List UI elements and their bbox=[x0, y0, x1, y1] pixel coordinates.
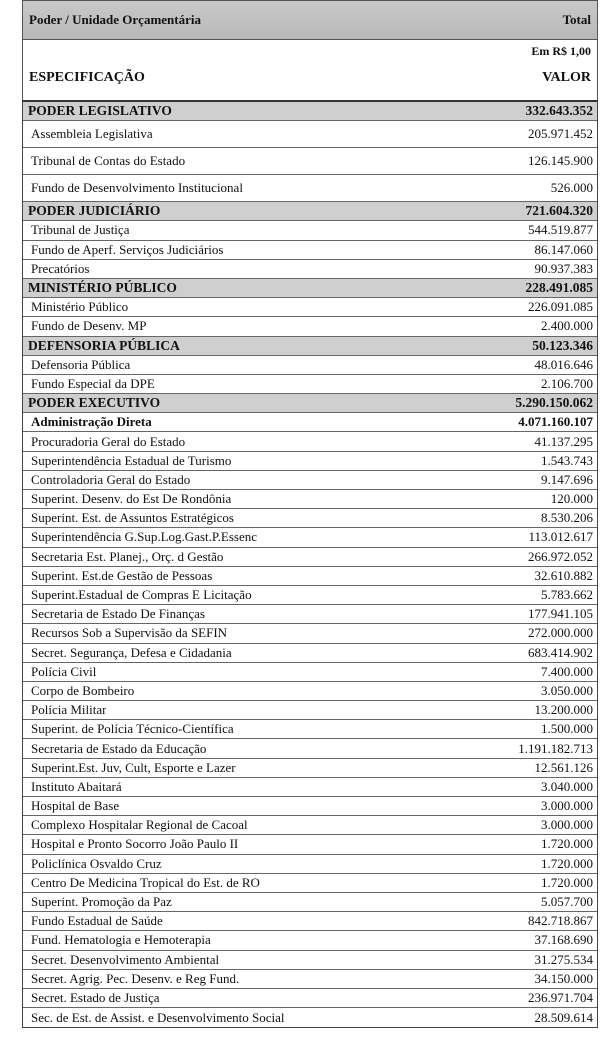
row-name: Hospital de Base bbox=[31, 798, 120, 814]
row-value: 37.168.690 bbox=[534, 932, 593, 948]
table-row bbox=[23, 989, 597, 1008]
table-row bbox=[23, 317, 597, 336]
table-row bbox=[23, 221, 597, 240]
row-value: 526.000 bbox=[550, 180, 593, 196]
table-subheader bbox=[22, 40, 598, 100]
table-row bbox=[23, 701, 597, 720]
table-row bbox=[23, 951, 597, 970]
row-name: Centro De Medicina Tropical do Est. de RO bbox=[31, 874, 260, 890]
header-power-unit-label: Poder / Unidade Orçamentária bbox=[29, 12, 201, 27]
row-name: Defensoria Pública bbox=[31, 356, 131, 372]
table-header-bar bbox=[22, 0, 598, 40]
row-name: Fundo Especial da DPE bbox=[31, 375, 155, 391]
section-row bbox=[23, 279, 597, 298]
row-name: Hospital e Pronto Socorro João Paulo II bbox=[31, 836, 239, 852]
table-row bbox=[23, 432, 597, 451]
table-row bbox=[23, 644, 597, 663]
row-value: 236.971.704 bbox=[528, 989, 593, 1005]
row-value: 3.000.000 bbox=[541, 798, 593, 814]
row-value: 842.718.867 bbox=[528, 913, 593, 929]
row-value: 2.106.700 bbox=[541, 375, 593, 391]
row-value: 266.972.052 bbox=[528, 548, 593, 564]
row-value: 32.610.882 bbox=[534, 567, 593, 583]
section-row bbox=[23, 337, 597, 356]
table-row bbox=[23, 778, 597, 797]
table-row bbox=[23, 548, 597, 567]
row-name: Superint. de Polícia Técnico-Científica bbox=[31, 721, 234, 737]
row-value: 113.012.617 bbox=[528, 529, 593, 545]
row-value: 126.145.900 bbox=[528, 153, 593, 169]
row-name: Superint. Est. de Assuntos Estratégicos bbox=[31, 510, 234, 526]
table-row bbox=[23, 835, 597, 854]
row-name: Ministério Público bbox=[31, 299, 129, 315]
row-value: 9.147.696 bbox=[541, 471, 593, 487]
row-name: Superint. Promoção da Paz bbox=[31, 894, 172, 910]
header-total-label: Total bbox=[562, 12, 591, 27]
column-value-header: VALOR bbox=[542, 70, 591, 85]
row-value: 1.720.000 bbox=[541, 836, 593, 852]
row-value: 1.720.000 bbox=[541, 874, 593, 890]
row-name: Secretaria de Estado De Finanças bbox=[31, 606, 205, 622]
table-row bbox=[23, 241, 597, 260]
row-name: Superint. Est.de Gestão de Pessoas bbox=[31, 567, 213, 583]
row-value: 120.000 bbox=[550, 491, 593, 507]
row-value: 34.150.000 bbox=[534, 970, 593, 986]
table-row bbox=[23, 356, 597, 375]
row-value: 2.400.000 bbox=[541, 318, 593, 334]
row-value: 86.147.060 bbox=[534, 241, 593, 257]
row-name: Complexo Hospitalar Regional de Cacoal bbox=[31, 817, 248, 833]
row-value: 544.519.877 bbox=[528, 222, 593, 238]
table-row bbox=[23, 452, 597, 471]
row-value: 1.191.182.713 bbox=[518, 740, 593, 756]
row-value: 4.071.160.107 bbox=[518, 414, 593, 430]
table-row bbox=[23, 912, 597, 931]
row-name: Administração Direta bbox=[31, 414, 152, 430]
row-value: 5.783.662 bbox=[541, 587, 593, 603]
row-name: Fundo de Aperf. Serviços Judiciários bbox=[31, 241, 224, 257]
table-row bbox=[23, 893, 597, 912]
row-value: 683.414.902 bbox=[528, 644, 593, 660]
row-value: 12.561.126 bbox=[534, 759, 593, 775]
row-name: Recursos Sob a Supervisão da SEFIN bbox=[31, 625, 228, 641]
row-name: Superint.Estadual de Compras E Licitação bbox=[31, 587, 252, 603]
row-value: 3.050.000 bbox=[541, 682, 593, 698]
table-row bbox=[23, 175, 597, 202]
row-name: Corpo de Bombeiro bbox=[31, 682, 135, 698]
table-row bbox=[23, 874, 597, 893]
row-value: 8.530.206 bbox=[541, 510, 593, 526]
row-value: 5.290.150.062 bbox=[515, 395, 593, 411]
table-row bbox=[23, 682, 597, 701]
row-name: Fundo de Desenv. MP bbox=[31, 318, 147, 334]
table-row bbox=[23, 490, 597, 509]
table-row bbox=[23, 605, 597, 624]
row-name: Precatórios bbox=[31, 260, 90, 276]
row-value: 1.500.000 bbox=[541, 721, 593, 737]
row-value: 50.123.346 bbox=[532, 337, 593, 353]
row-name: Superint.Est. Juv, Cult, Esporte e Lazer bbox=[31, 759, 236, 775]
table-row bbox=[23, 663, 597, 682]
row-name: Polícia Militar bbox=[31, 702, 107, 718]
column-specification-header: ESPECIFICAÇÃO bbox=[29, 70, 145, 85]
table-row bbox=[23, 586, 597, 605]
row-name: Sec. de Est. de Assist. e Desenvolvimento Social bbox=[31, 1009, 285, 1025]
row-name: Secret. Estado de Justiça bbox=[31, 989, 160, 1005]
row-value: 48.016.646 bbox=[534, 356, 593, 372]
row-value: 177.941.105 bbox=[528, 606, 593, 622]
row-name: PODER LEGISLATIVO bbox=[28, 103, 172, 119]
section-row bbox=[23, 102, 597, 121]
table-row bbox=[23, 298, 597, 317]
row-value: 3.000.000 bbox=[541, 817, 593, 833]
table-row bbox=[23, 855, 597, 874]
row-name: Secretaria Est. Planej., Orç. d Gestão bbox=[31, 548, 224, 564]
table-row bbox=[23, 121, 597, 148]
table-row bbox=[23, 528, 597, 547]
table-row bbox=[23, 816, 597, 835]
table-row bbox=[23, 931, 597, 950]
table-row bbox=[23, 624, 597, 643]
row-value: 1.543.743 bbox=[541, 452, 593, 468]
table-row bbox=[23, 375, 597, 394]
row-value: 28.509.614 bbox=[534, 1009, 593, 1025]
row-name: Superint. Desenv. do Est De Rondônia bbox=[31, 491, 232, 507]
row-name: Procuradoria Geral do Estado bbox=[31, 433, 186, 449]
row-name: Policlínica Osvaldo Cruz bbox=[31, 855, 162, 871]
row-name: Fund. Hematologia e Hemoterapia bbox=[31, 932, 211, 948]
row-value: 226.091.085 bbox=[528, 299, 593, 315]
row-name: Instituto Abaitará bbox=[31, 778, 122, 794]
row-name: Secretaria de Estado da Educação bbox=[31, 740, 207, 756]
table-row bbox=[23, 413, 597, 432]
row-value: 90.937.383 bbox=[534, 260, 593, 276]
row-name: PODER JUDICIÁRIO bbox=[28, 203, 161, 219]
row-value: 41.137.295 bbox=[534, 433, 593, 449]
row-value: 5.057.700 bbox=[541, 894, 593, 910]
table-row bbox=[23, 739, 597, 758]
row-value: 13.200.000 bbox=[534, 702, 593, 718]
table-row bbox=[23, 720, 597, 739]
row-value: 31.275.534 bbox=[534, 951, 593, 967]
table-row bbox=[23, 970, 597, 989]
row-name: Tribunal de Contas do Estado bbox=[31, 153, 186, 169]
row-name: Superintendência Estadual de Turismo bbox=[31, 452, 232, 468]
row-name: DEFENSORIA PÚBLICA bbox=[28, 337, 180, 353]
table-row bbox=[23, 567, 597, 586]
row-value: 7.400.000 bbox=[541, 663, 593, 679]
row-value: 272.000.000 bbox=[528, 625, 593, 641]
row-value: 3.040.000 bbox=[541, 778, 593, 794]
row-value: 721.604.320 bbox=[525, 203, 593, 219]
row-name: Fundo de Desenvolvimento Institucional bbox=[31, 180, 243, 196]
table-row bbox=[23, 797, 597, 816]
row-value: 1.720.000 bbox=[541, 855, 593, 871]
budget-table-body bbox=[22, 100, 598, 1028]
row-value: 228.491.085 bbox=[525, 280, 593, 296]
row-name: Assembleia Legislativa bbox=[31, 126, 153, 142]
table-row bbox=[23, 148, 597, 175]
row-name: MINISTÉRIO PÚBLICO bbox=[28, 280, 177, 296]
row-value: 205.971.452 bbox=[528, 126, 593, 142]
row-name: Secret. Segurança, Defesa e Cidadania bbox=[31, 644, 232, 660]
table-row bbox=[23, 759, 597, 778]
row-name: Secret. Agrig. Pec. Desenv. e Reg Fund. bbox=[31, 970, 240, 986]
row-name: Controladoria Geral do Estado bbox=[31, 471, 191, 487]
row-value: 332.643.352 bbox=[525, 103, 593, 119]
row-name: Tribunal de Justiça bbox=[31, 222, 130, 238]
row-name: Fundo Estadual de Saúde bbox=[31, 913, 163, 929]
section-row bbox=[23, 394, 597, 413]
row-name: Secret. Desenvolvimento Ambiental bbox=[31, 951, 220, 967]
section-row bbox=[23, 202, 597, 221]
table-row bbox=[23, 509, 597, 528]
table-row bbox=[23, 471, 597, 490]
table-row bbox=[23, 1008, 597, 1027]
row-name: Polícia Civil bbox=[31, 663, 97, 679]
table-row bbox=[23, 260, 597, 279]
currency-unit-label: Em R$ 1,00 bbox=[531, 44, 591, 58]
row-name: PODER EXECUTIVO bbox=[28, 395, 161, 411]
row-name: Superintendência G.Sup.Log.Gast.P.Essenc bbox=[31, 529, 258, 545]
